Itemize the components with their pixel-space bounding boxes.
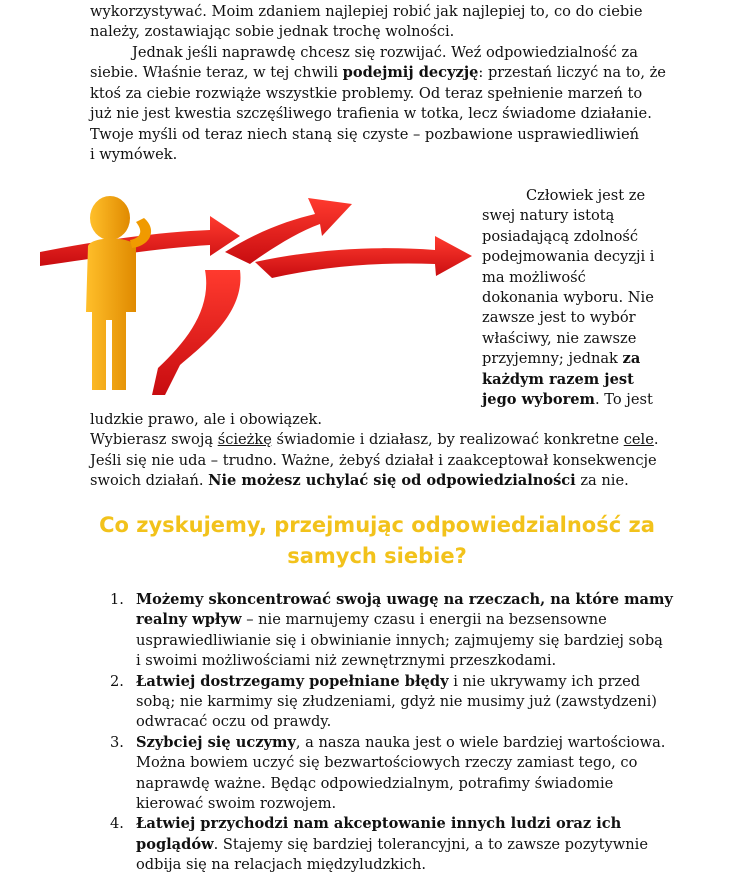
list-item bbox=[96, 814, 676, 875]
responsibility-paragraph bbox=[90, 43, 670, 165]
item-line: i swoimi możliwościami niż zewnętrznymi przeszkodami. bbox=[136, 652, 557, 670]
bold-phrase: podejmij decyzję bbox=[342, 64, 479, 82]
bold-phrase: Łatwiej przychodzi nam akceptowanie innych ludzi oraz ich bbox=[136, 815, 622, 833]
figure-person bbox=[86, 196, 151, 390]
bold-phrase: poglądów bbox=[136, 835, 214, 853]
text-run: . bbox=[653, 431, 659, 449]
side-line: swej natury istotą bbox=[482, 207, 615, 225]
text-run: . Stajemy się bardziej tolerancyjni, a to zawsze pozytywnie bbox=[213, 835, 648, 853]
list-number: 4. bbox=[110, 815, 124, 833]
paragraph-line: ludzkie prawo, ale i obowiązek. bbox=[90, 411, 322, 428]
paragraph-line: ktoś za ciebie rozwiąże wszystkie problemy. Od teraz spełnienie marzeń to bbox=[90, 84, 643, 102]
underlined-word: ścieżkę bbox=[217, 431, 272, 449]
item-line: odwracać oczu od prawdy. bbox=[136, 713, 332, 731]
text-run: : przestań liczyć na to, że bbox=[478, 64, 666, 82]
text-run: swoich działań. bbox=[90, 472, 209, 490]
side-line bbox=[482, 370, 672, 390]
intro-paragraph bbox=[90, 2, 670, 43]
bold-phrase: Możemy skoncentrować swoją uwagę na rzeczach, na które mamy bbox=[136, 591, 673, 608]
side-paragraph bbox=[482, 186, 672, 410]
side-line: zawsze jest to wybór bbox=[482, 309, 636, 327]
text-run: świadomie i działasz, by realizować konkretne bbox=[271, 431, 624, 449]
list-item bbox=[96, 590, 676, 672]
benefits-list bbox=[96, 590, 676, 876]
paragraph-line bbox=[90, 63, 670, 83]
underlined-word: cele bbox=[623, 431, 654, 449]
bold-phrase: Szybciej się uczymy bbox=[136, 733, 296, 751]
heading-line: Co zyskujemy, przejmując odpowiedzialność za bbox=[99, 513, 655, 537]
text-run: , a nasza nauka jest o wiele bardziej wartościowa. bbox=[295, 733, 666, 751]
choice-paragraph bbox=[90, 410, 670, 492]
paragraph-line: i wymówek. bbox=[90, 146, 178, 164]
item-line: odbija się na relacjach międzyludzkich. bbox=[136, 856, 427, 874]
text-run: przyjemny; jednak bbox=[482, 350, 623, 368]
text-run: i nie ukrywamy ich przed bbox=[448, 672, 641, 690]
item-line bbox=[136, 610, 676, 630]
list-number: 2. bbox=[110, 672, 124, 690]
paragraph-line: już nie jest kwestia szczęśliwego trafienia w totka, lecz świadome działanie. bbox=[90, 105, 652, 123]
item-line bbox=[136, 672, 676, 692]
side-line bbox=[482, 390, 672, 410]
bold-phrase: realny wpływ bbox=[136, 611, 242, 629]
item-line: sobą; nie karmimy się złudzeniami, gdyż nie musimy już (zawstydzeni) bbox=[136, 693, 657, 711]
paragraph-line bbox=[90, 471, 670, 491]
heading-line: samych siebie? bbox=[287, 544, 467, 568]
side-line: Człowiek jest ze bbox=[526, 187, 646, 204]
bold-phrase: każdym razem jest bbox=[482, 370, 634, 388]
text-run: za nie. bbox=[575, 472, 629, 490]
side-line: dokonania wyboru. Nie bbox=[482, 289, 654, 307]
list-item bbox=[96, 733, 676, 815]
text-run: – nie marnujemy czasu i energii na bezsensowne bbox=[241, 611, 607, 629]
bold-phrase: jego wyborem bbox=[482, 391, 595, 409]
paragraph-line: Jeśli się nie uda – trudno. Ważne, żebyś działał i zaakceptował konsekwencje bbox=[90, 451, 657, 469]
item-line: kierować swoim rozwojem. bbox=[136, 795, 337, 813]
list-item bbox=[96, 672, 676, 733]
item-line bbox=[136, 835, 676, 855]
item-line: Można bowiem uczyć się bezwartościowych rzeczy zamiast tego, co bbox=[136, 754, 638, 772]
list-number: 3. bbox=[110, 733, 124, 751]
section-heading bbox=[60, 510, 694, 572]
paragraph-line: Jednak jeśli naprawdę chcesz się rozwijać. Weź odpowiedzialność za bbox=[132, 44, 638, 61]
bold-phrase: Łatwiej dostrzegamy popełniane błędy bbox=[136, 672, 449, 690]
bold-phrase: Nie możesz uchylać się od odpowiedzialności bbox=[208, 472, 576, 490]
text-run: siebie. Właśnie teraz, w tej chwili bbox=[90, 64, 343, 82]
side-line bbox=[482, 349, 672, 369]
item-line bbox=[136, 590, 676, 610]
item-line bbox=[136, 814, 676, 834]
side-line: posiadającą zdolność bbox=[482, 227, 639, 245]
paragraph-line: Twoje myśli od teraz niech staną się czyste – pozbawione usprawiedliwień bbox=[90, 125, 639, 143]
bold-phrase: za bbox=[622, 350, 641, 368]
list-number: 1. bbox=[110, 591, 124, 608]
text-run: . To jest bbox=[594, 391, 653, 409]
side-line: ma możliwość bbox=[482, 268, 586, 286]
item-line: naprawdę ważne. Będąc odpowiedzialnym, potrafimy świadomie bbox=[136, 774, 614, 792]
text-run: Wybierasz swoją bbox=[90, 431, 218, 449]
side-line: podejmowania decyzji i bbox=[482, 248, 655, 266]
item-line: usprawiedliwianie się i obwinianie innych; zajmujemy się bardziej sobą bbox=[136, 631, 663, 649]
item-line bbox=[136, 733, 676, 753]
intro-line: wykorzystywać. Moim zdaniem najlepiej robić jak najlepiej to, co do ciebie bbox=[90, 3, 643, 20]
paragraph-line bbox=[90, 430, 670, 450]
crossroads-arrows-figure-illustration bbox=[40, 190, 480, 400]
intro-line: należy, zostawiając sobie jednak trochę wolności. bbox=[90, 23, 455, 41]
side-line: właściwy, nie zawsze bbox=[482, 329, 637, 347]
